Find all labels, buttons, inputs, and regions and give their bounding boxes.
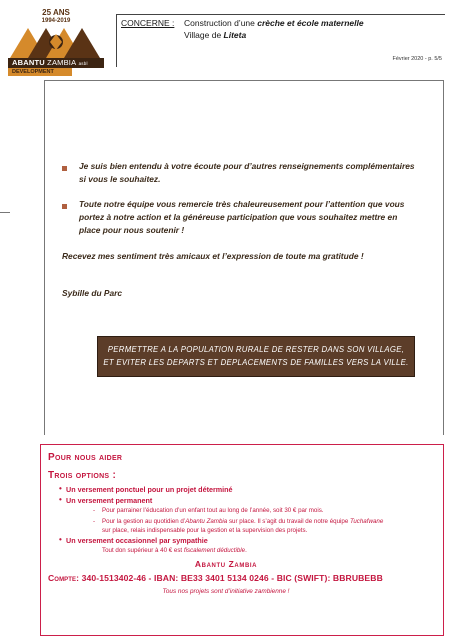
date-page: Février 2020 - p. 5/5	[392, 56, 442, 62]
org-logo	[6, 8, 106, 76]
logo-name-bar	[8, 58, 104, 68]
mission-banner	[97, 336, 415, 377]
letter-paragraph-2: Toute notre équipe vous remercie très chaleureusement pour l’attention que vous portez à notre action et la généreuse participation que vous souhaitez mettre en place pour nous soutenir !	[79, 199, 405, 235]
letter-paragraph-1: Je suis bien entendu à votre écoute pour d’autres renseignements complémentaires si vous le souhaitez.	[79, 161, 415, 184]
bullet-icon	[62, 164, 70, 172]
aid-tagline: Tous nos projets sont d’initiative zambienne !	[162, 588, 290, 595]
option-bullet-icon: •	[59, 495, 62, 504]
concerne-title: Construction d’une crèche et école maternelle	[184, 18, 364, 28]
logo-anniversary-text: 25 ANS	[42, 8, 70, 17]
option-bullet-icon: •	[59, 535, 62, 544]
logo-tagline: DEVELOPMENT	[12, 69, 54, 75]
option-bullet-icon: •	[59, 484, 62, 493]
option-2-detail-2: Pour la gestion au quotidien d’Abantu Zambia sur place. Il s’agit du travail de notre équipe Tuchafwane	[102, 518, 384, 525]
aid-title: Pour nous aider	[48, 452, 123, 463]
dash-icon: -	[93, 518, 96, 525]
banner-line-2: ET EVITER LES DEPARTS ET DEPLACEMENTS DE FAMILLES VERS LA VILLE.	[103, 358, 409, 367]
option-3-detail: Tout don supérieur à 40 € est fiscalement déductible.	[102, 547, 247, 554]
letter-closing: Recevez mes sentiment très amicaux et l’expression de toute ma gratitude !	[62, 251, 364, 261]
logo-tagline-bar	[8, 68, 72, 76]
org-name: Abantu Zambia	[194, 559, 258, 569]
margin-mark	[0, 212, 10, 213]
option-2-detail-1: Pour parrainer l’éducation d’un enfant tout au long de l’année, soit 30 € par mois.	[102, 507, 324, 514]
options-title: Trois options :	[48, 470, 117, 481]
option-1: Un versement ponctuel pour un projet déterminé	[66, 485, 233, 494]
option-3: Un versement occasionnel par sympathie	[66, 536, 208, 545]
letter-signature: Sybille du Parc	[62, 288, 123, 298]
banner-line-1: PERMETTRE A LA POPULATION RURALE DE RESTER DANS SON VILLAGE,	[107, 345, 405, 354]
village-line: Village de Liteta	[184, 30, 247, 40]
bank-account: Compte: 340-1513402-46 - IBAN: BE33 3401 5134 0246 - BIC (SWIFT): BBRUBEBB	[48, 573, 383, 583]
logo-name: ABANTU ZAMBIA asbl	[12, 58, 88, 67]
logo-years: 1994-2019	[41, 18, 71, 24]
logo-emblem-icon	[6, 24, 106, 60]
dash-icon: -	[93, 507, 96, 514]
concerne-label: CONCERNE :	[121, 18, 175, 28]
option-2: Un versement permanent	[66, 496, 153, 505]
option-2-detail-2-continued: sur place, relais indispensable pour la gestion et la supervision des projets.	[102, 527, 308, 534]
bullet-icon	[62, 202, 70, 210]
